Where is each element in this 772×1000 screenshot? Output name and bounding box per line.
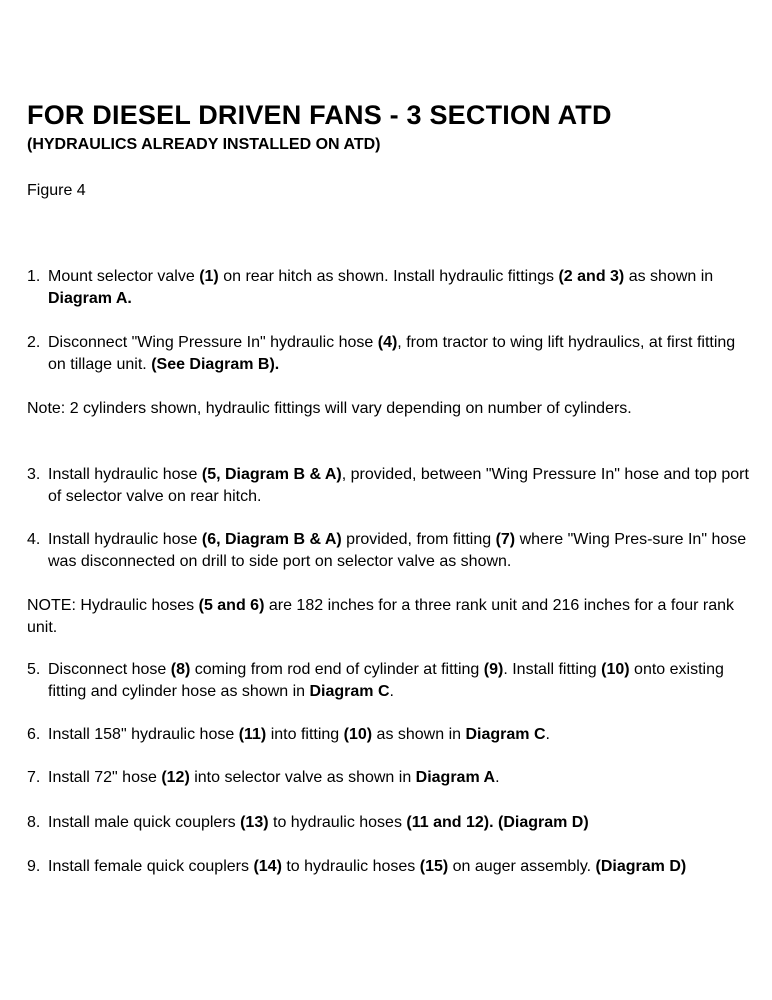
step-text: Mount selector valve (1) on rear hitch as shown. Install hydraulic fittings (2 and 3) as shown in Diagram A.: [48, 268, 714, 307]
page-subtitle: (HYDRAULICS ALREADY INSTALLED ON ATD): [27, 136, 381, 153]
step-number: 2.: [27, 334, 41, 351]
note-cylinders: Note: 2 cylinders shown, hydraulic fittings will vary depending on number of cylinders.: [27, 400, 632, 417]
step-text: Install female quick couplers (14) to hydraulic hoses (15) on auger assembly. (Diagram D): [48, 858, 687, 875]
step-number: 9.: [27, 858, 41, 875]
step-number: 1.: [27, 268, 41, 285]
step-number: 6.: [27, 726, 41, 743]
note-hose-lengths: NOTE: Hydraulic hoses (5 and 6) are 182 inches for a three rank unit and 216 inches for a four rank unit.: [27, 597, 735, 636]
step-1: [27, 266, 757, 310]
step-number: 3.: [27, 466, 41, 483]
step-7: [27, 767, 757, 789]
step-4: [27, 529, 757, 573]
page-title: FOR DIESEL DRIVEN FANS - 3 SECTION ATD: [27, 100, 612, 130]
step-text: Disconnect "Wing Pressure In" hydraulic hose (4), from tractor to wing lift hydraulics, at first fitting on tillage unit. (See Diagram B).: [48, 334, 736, 373]
step-text: Install 158" hydraulic hose (11) into fitting (10) as shown in Diagram C.: [48, 726, 550, 743]
step-text: Install hydraulic hose (6, Diagram B & A) provided, from fitting (7) where "Wing Pres-sure In" hose was disconnected on drill to side port on selector valve as shown.: [48, 531, 747, 570]
step-text: Install 72" hose (12) into selector valve as shown in Diagram A.: [48, 769, 500, 786]
step-8: [27, 812, 757, 834]
step-5: [27, 659, 757, 703]
step-number: 8.: [27, 814, 41, 831]
step-9: [27, 856, 757, 878]
step-number: 7.: [27, 769, 41, 786]
step-number: 5.: [27, 661, 41, 678]
step-3: [27, 464, 757, 508]
step-text: Install male quick couplers (13) to hydraulic hoses (11 and 12). (Diagram D): [48, 814, 589, 831]
step-6: [27, 724, 757, 746]
step-text: Disconnect hose (8) coming from rod end of cylinder at fitting (9). Install fitting (10) onto existing fitting and cylinder hose as shown in Diagram C.: [48, 661, 724, 700]
figure-label: Figure 4: [27, 182, 86, 199]
step-2: [27, 332, 757, 376]
step-number: 4.: [27, 531, 41, 548]
step-text: Install hydraulic hose (5, Diagram B & A), provided, between "Wing Pressure In" hose and top port of selector valve on rear hitch.: [48, 466, 749, 505]
